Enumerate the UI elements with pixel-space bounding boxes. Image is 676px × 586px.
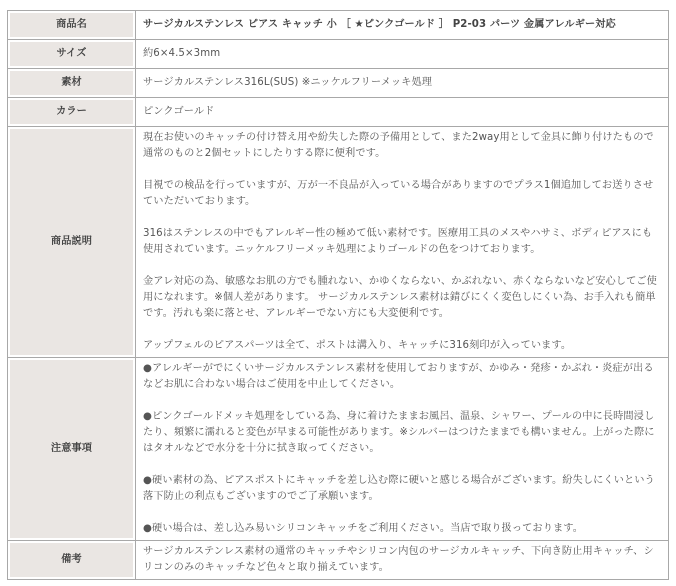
- notes-paragraph: ●アレルギーがでにくいサージカルステンレス素材を使用しておりますが、かゆみ・発疹・かぶれ・炎症が出るなどお肌に合わない場合はご使用を中止してください。: [143, 363, 654, 390]
- description-paragraph: 金アレ対応の為、敏感なお肌の方でも腫れない、かゆくならない、かぶれない、赤くならないなど安心してご使用になれます。※個人差があります。 サージカルステンレス素材は錆びにくく変色しにくい為、お手入れも簡単です。汚れも楽に落とせ、アレルギーでない方にも大変便利です。: [143, 276, 657, 319]
- label-remarks: 備考: [8, 541, 136, 580]
- row-description: [8, 127, 669, 358]
- row-color: [8, 98, 669, 127]
- label-product-name: 商品名: [8, 11, 136, 40]
- description-paragraph: 目視での検品を行っていますが、万が一不良品が入っている場合がありますのでプラス1個追加してお送りさせていただいております。: [143, 180, 654, 207]
- value-size: 約6×4.5×3mm: [136, 40, 669, 69]
- description-paragraph: アップフェルのピアスパーツは全て、ポストは溝入り、キャッチに316刻印が入っています。: [143, 340, 572, 351]
- label-size: サイズ: [8, 40, 136, 69]
- description-paragraph: 現在お使いのキャッチの付け替え用や紛失した際の予備用として、また2way用として金具に飾り付けたもので通常のものと2個セットにしたりする際に便利です。: [143, 132, 654, 159]
- label-description: 商品説明: [8, 127, 136, 358]
- notes-paragraph: ●硬い素材の為、ピアスポストにキャッチを差し込む際に硬いと感じる場合がございます。紛失しにくいという落下防止の利点もございますのでご了承願います。: [143, 475, 655, 502]
- value-notes: [136, 358, 669, 541]
- description-paragraph: 316はステンレスの中でもアレルギー性の極めて低い素材です。医療用工具のメスやハサミ、ボディピアスにも使用されています。ニッケルフリーメッキ処理によりゴールドの色をつけております。: [143, 228, 653, 255]
- value-material: サージカルステンレス316L(SUS) ※ニッケルフリーメッキ処理: [136, 69, 669, 98]
- notes-paragraph: ●ピンクゴールドメッキ処理をしている為、身に着けたままお風呂、温泉、シャワー、プールの中に長時間浸したり、頻繁に濡れると変色が早まる可能性があります。※シルバーはつけたままでも構いません。上がった際にはタオルなどで水分を十分に拭き取ってください。: [143, 411, 655, 454]
- row-remarks: [8, 541, 669, 580]
- product-spec-table: [7, 10, 669, 580]
- row-size: [8, 40, 669, 69]
- row-notes: [8, 358, 669, 541]
- value-remarks: サージカルステンレス素材の通常のキャッチやシリコン内包のサージカルキャッチ、下向き防止用キャッチ、シリコンのみのキャッチなど色々と取り揃えています。: [136, 541, 669, 580]
- notes-paragraph: ●硬い場合は、差し込み易いシリコンキャッチをご利用ください。当店で取り扱っております。: [143, 523, 584, 534]
- value-color: ピンクゴールド: [136, 98, 669, 127]
- product-spec-table-wrapper: [7, 10, 669, 580]
- row-product-name: [8, 11, 669, 40]
- label-color: カラー: [8, 98, 136, 127]
- value-product-name: サージカルステンレス ピアス キャッチ 小 ［ ★ピンクゴールド ］ P2-03 パーツ 金属アレルギー対応: [136, 11, 669, 40]
- label-notes: 注意事項: [8, 358, 136, 541]
- value-description: [136, 127, 669, 358]
- label-material: 素材: [8, 69, 136, 98]
- row-material: [8, 69, 669, 98]
